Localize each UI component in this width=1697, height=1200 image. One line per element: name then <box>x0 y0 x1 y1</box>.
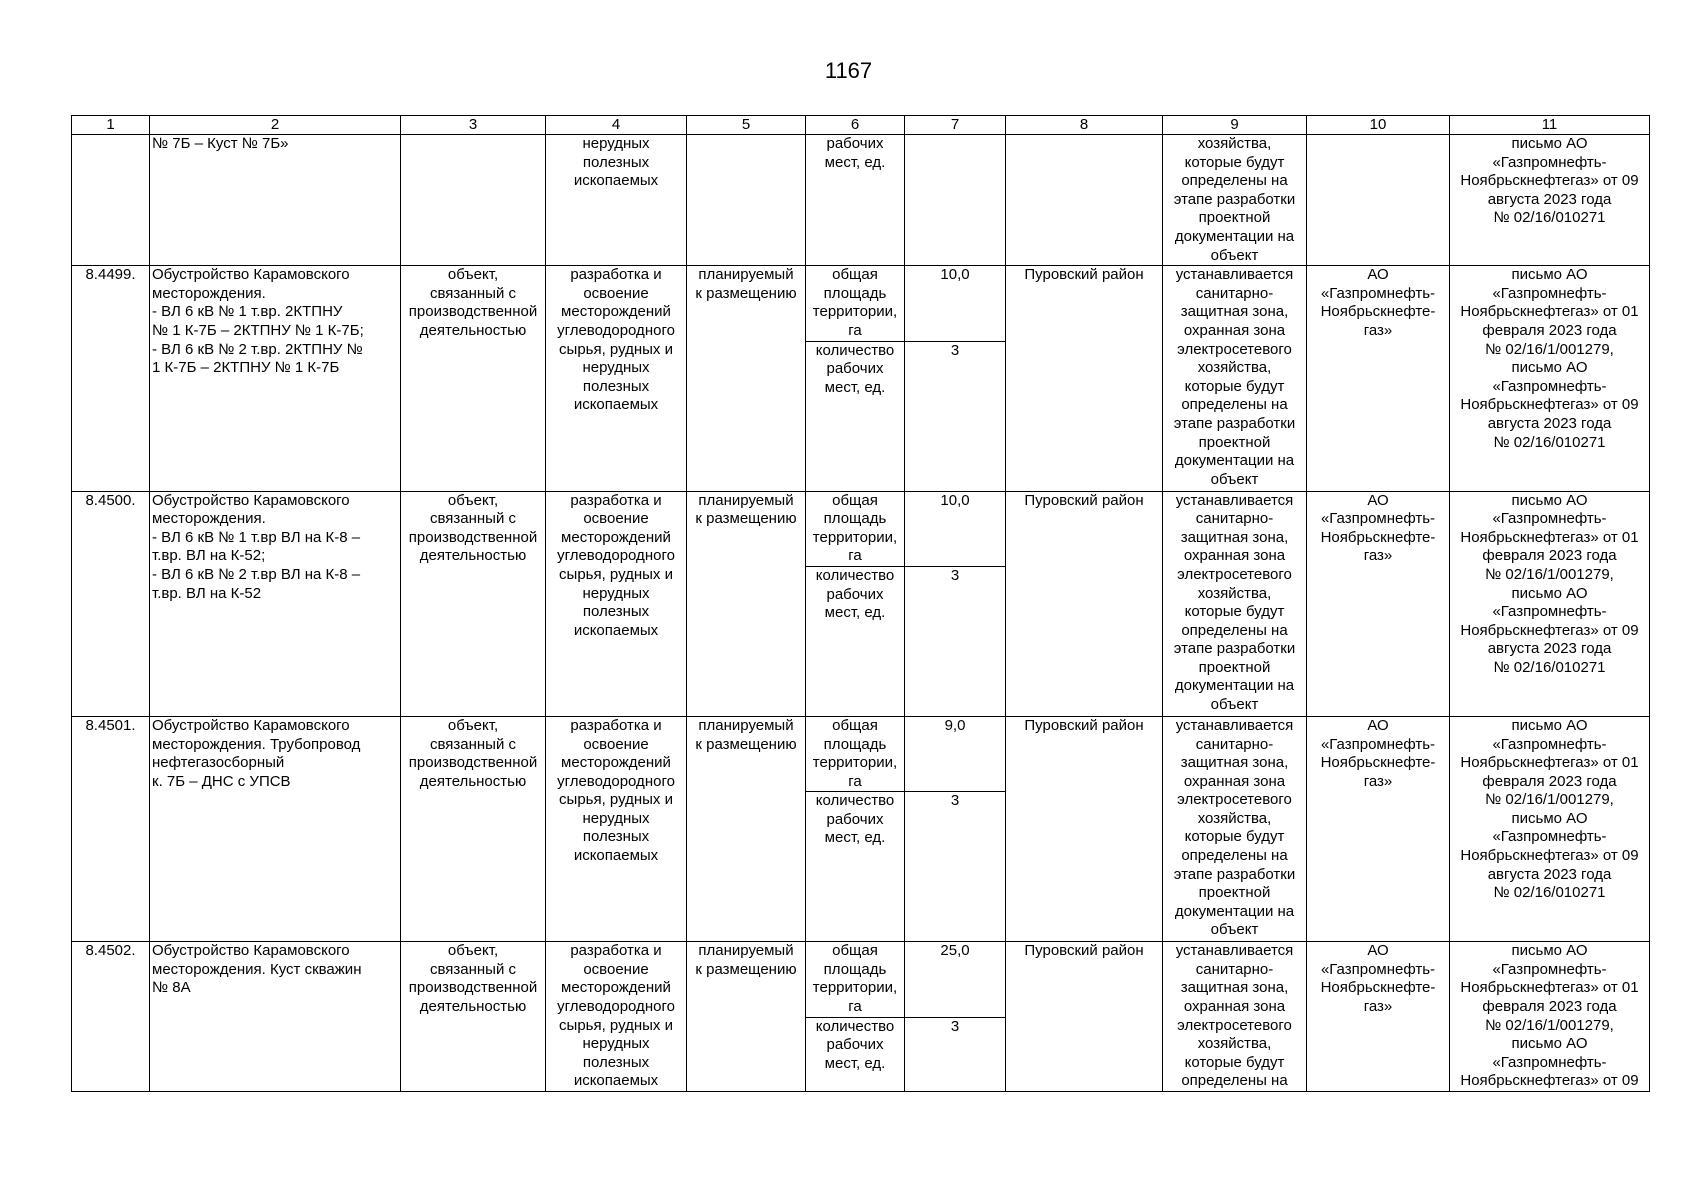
cell-location: Пуровский район <box>1006 716 1163 941</box>
table-row <box>72 942 1650 1018</box>
cell-object-type: объект, связанный с производственной деятельностью <box>401 491 546 716</box>
header-cell: 5 <box>687 116 806 135</box>
cell-initiator: АО «Газпромнефть- Ноябрьскнефте- газ» <box>1307 716 1450 941</box>
cell-number: 8.4502. <box>72 942 150 1092</box>
cell-basis: письмо АО «Газпромнефть- Ноябрьскнефтегаз» от 01 февраля 2023 года № 02/16/1/001279, письмо АО «Газпромнефть- Ноябрьскнефтегаз» от 09 <box>1450 942 1650 1092</box>
header-cell: 10 <box>1307 116 1450 135</box>
cell-indicator-area: общая площадь территории, га <box>806 491 905 566</box>
cell-basis: письмо АО «Газпромнефть- Ноябрьскнефтегаз» от 01 февраля 2023 года № 02/16/1/001279, письмо АО «Газпромнефть- Ноябрьскнефтегаз» от 09 августа 2023 года № 02/16/010271 <box>1450 491 1650 716</box>
cell-object-type <box>401 135 546 266</box>
cell-purpose: разработка и освоение месторождений углеводородного сырья, рудных и нерудных полезных ископаемых <box>546 716 687 941</box>
header-cell: 9 <box>1163 116 1307 135</box>
cell-initiator: АО «Газпромнефть- Ноябрьскнефте- газ» <box>1307 266 1450 491</box>
cell-basis: письмо АО «Газпромнефть- Ноябрьскнефтегаз» от 01 февраля 2023 года № 02/16/1/001279, письмо АО «Газпромнефть- Ноябрьскнефтегаз» от 09 августа 2023 года № 02/16/010271 <box>1450 716 1650 941</box>
page-number: 1167 <box>824 58 873 83</box>
cell-location: Пуровский район <box>1006 942 1163 1092</box>
cell-status: планируемый к размещению <box>687 716 806 941</box>
header-cell: 8 <box>1006 116 1163 135</box>
cell-indicator: рабочих мест, ед. <box>806 135 905 266</box>
cell-zone: устанавливается санитарно- защитная зона, охранная зона электросетевого хозяйства, которые будут определены на <box>1163 942 1307 1092</box>
cell-zone: устанавливается санитарно- защитная зона, охранная зона электросетевого хозяйства, которые будут определены на этапе разработки проектной документации на объект <box>1163 491 1307 716</box>
cell-purpose: нерудных полезных ископаемых <box>546 135 687 266</box>
cell-status: планируемый к размещению <box>687 491 806 716</box>
header-cell: 6 <box>806 116 905 135</box>
cell-number <box>72 135 150 266</box>
cell-indicator-workplaces: количество рабочих мест, ед. <box>806 1017 905 1091</box>
header-row <box>72 116 1650 135</box>
header-cell: 11 <box>1450 116 1650 135</box>
cell-basis: письмо АО «Газпромнефть- Ноябрьскнефтегаз» от 09 августа 2023 года № 02/16/010271 <box>1450 135 1650 266</box>
header-cell: 2 <box>150 116 401 135</box>
cell-location: Пуровский район <box>1006 266 1163 491</box>
cell-indicator-area: общая площадь территории, га <box>806 716 905 791</box>
cell-value-area: 9,0 <box>905 716 1006 791</box>
cell-indicator-area: общая площадь территории, га <box>806 942 905 1018</box>
cell-indicator-workplaces: количество рабочих мест, ед. <box>806 566 905 716</box>
cell-status: планируемый к размещению <box>687 942 806 1092</box>
continuation-row <box>72 135 1650 266</box>
cell-purpose: разработка и освоение месторождений углеводородного сырья, рудных и нерудных полезных ископаемых <box>546 491 687 716</box>
cell-value-area: 25,0 <box>905 942 1006 1018</box>
cell-indicator-workplaces: количество рабочих мест, ед. <box>806 341 905 491</box>
table-row <box>72 491 1650 566</box>
cell-zone: хозяйства, которые будут определены на этапе разработки проектной документации на объект <box>1163 135 1307 266</box>
cell-indicator-workplaces: количество рабочих мест, ед. <box>806 792 905 942</box>
cell-object-name: Обустройство Карамовского месторождения. Куст скважин № 8А <box>150 942 401 1092</box>
cell-purpose: разработка и освоение месторождений углеводородного сырья, рудных и нерудных полезных ископаемых <box>546 266 687 491</box>
cell-number: 8.4500. <box>72 491 150 716</box>
cell-status <box>687 135 806 266</box>
cell-location <box>1006 135 1163 266</box>
cell-status: планируемый к размещению <box>687 266 806 491</box>
cell-value-workplaces: 3 <box>905 566 1006 716</box>
registry-table <box>71 115 1650 1092</box>
cell-object-type: объект, связанный с производственной деятельностью <box>401 266 546 491</box>
cell-object-type: объект, связанный с производственной деятельностью <box>401 716 546 941</box>
cell-object-name: Обустройство Карамовского месторождения. - ВЛ 6 кВ № 1 т.вр. 2КТПНУ № 1 К-7Б – 2КТПНУ № 1 К-7Б; - ВЛ 6 кВ № 2 т.вр. 2КТПНУ № 1 К-7Б – 2КТПНУ № 1 К-7Б <box>150 266 401 491</box>
cell-zone: устанавливается санитарно- защитная зона, охранная зона электросетевого хозяйства, которые будут определены на этапе разработки проектной документации на объект <box>1163 716 1307 941</box>
cell-zone: устанавливается санитарно- защитная зона, охранная зона электросетевого хозяйства, которые будут определены на этапе разработки проектной документации на объект <box>1163 266 1307 491</box>
cell-basis: письмо АО «Газпромнефть- Ноябрьскнефтегаз» от 01 февраля 2023 года № 02/16/1/001279, письмо АО «Газпромнефть- Ноябрьскнефтегаз» от 09 августа 2023 года № 02/16/010271 <box>1450 266 1650 491</box>
header-cell: 1 <box>72 116 150 135</box>
cell-value-area: 10,0 <box>905 491 1006 566</box>
cell-object-name: Обустройство Карамовского месторождения. - ВЛ 6 кВ № 1 т.вр ВЛ на К-8 – т.вр. ВЛ на К-52; - ВЛ 6 кВ № 2 т.вр ВЛ на К-8 – т.вр. ВЛ на К-52 <box>150 491 401 716</box>
cell-object-name: Обустройство Карамовского месторождения. Трубопровод нефтегазосборный к. 7Б – ДНС с УПСВ <box>150 716 401 941</box>
cell-value <box>905 135 1006 266</box>
cell-value-workplaces: 3 <box>905 792 1006 942</box>
cell-value-area: 10,0 <box>905 266 1006 341</box>
cell-number: 8.4501. <box>72 716 150 941</box>
cell-purpose: разработка и освоение месторождений углеводородного сырья, рудных и нерудных полезных ископаемых <box>546 942 687 1092</box>
cell-number: 8.4499. <box>72 266 150 491</box>
table-row <box>72 266 1650 341</box>
cell-object-type: объект, связанный с производственной деятельностью <box>401 942 546 1092</box>
cell-location: Пуровский район <box>1006 491 1163 716</box>
cell-initiator <box>1307 135 1450 266</box>
header-cell: 3 <box>401 116 546 135</box>
cell-indicator-area: общая площадь территории, га <box>806 266 905 341</box>
header-cell: 7 <box>905 116 1006 135</box>
cell-value-workplaces: 3 <box>905 341 1006 491</box>
header-cell: 4 <box>546 116 687 135</box>
cell-initiator: АО «Газпромнефть- Ноябрьскнефте- газ» <box>1307 491 1450 716</box>
cell-value-workplaces: 3 <box>905 1017 1006 1091</box>
cell-initiator: АО «Газпромнефть- Ноябрьскнефте- газ» <box>1307 942 1450 1092</box>
cell-object-name: № 7Б – Куст № 7Б» <box>150 135 401 266</box>
table-row <box>72 716 1650 791</box>
